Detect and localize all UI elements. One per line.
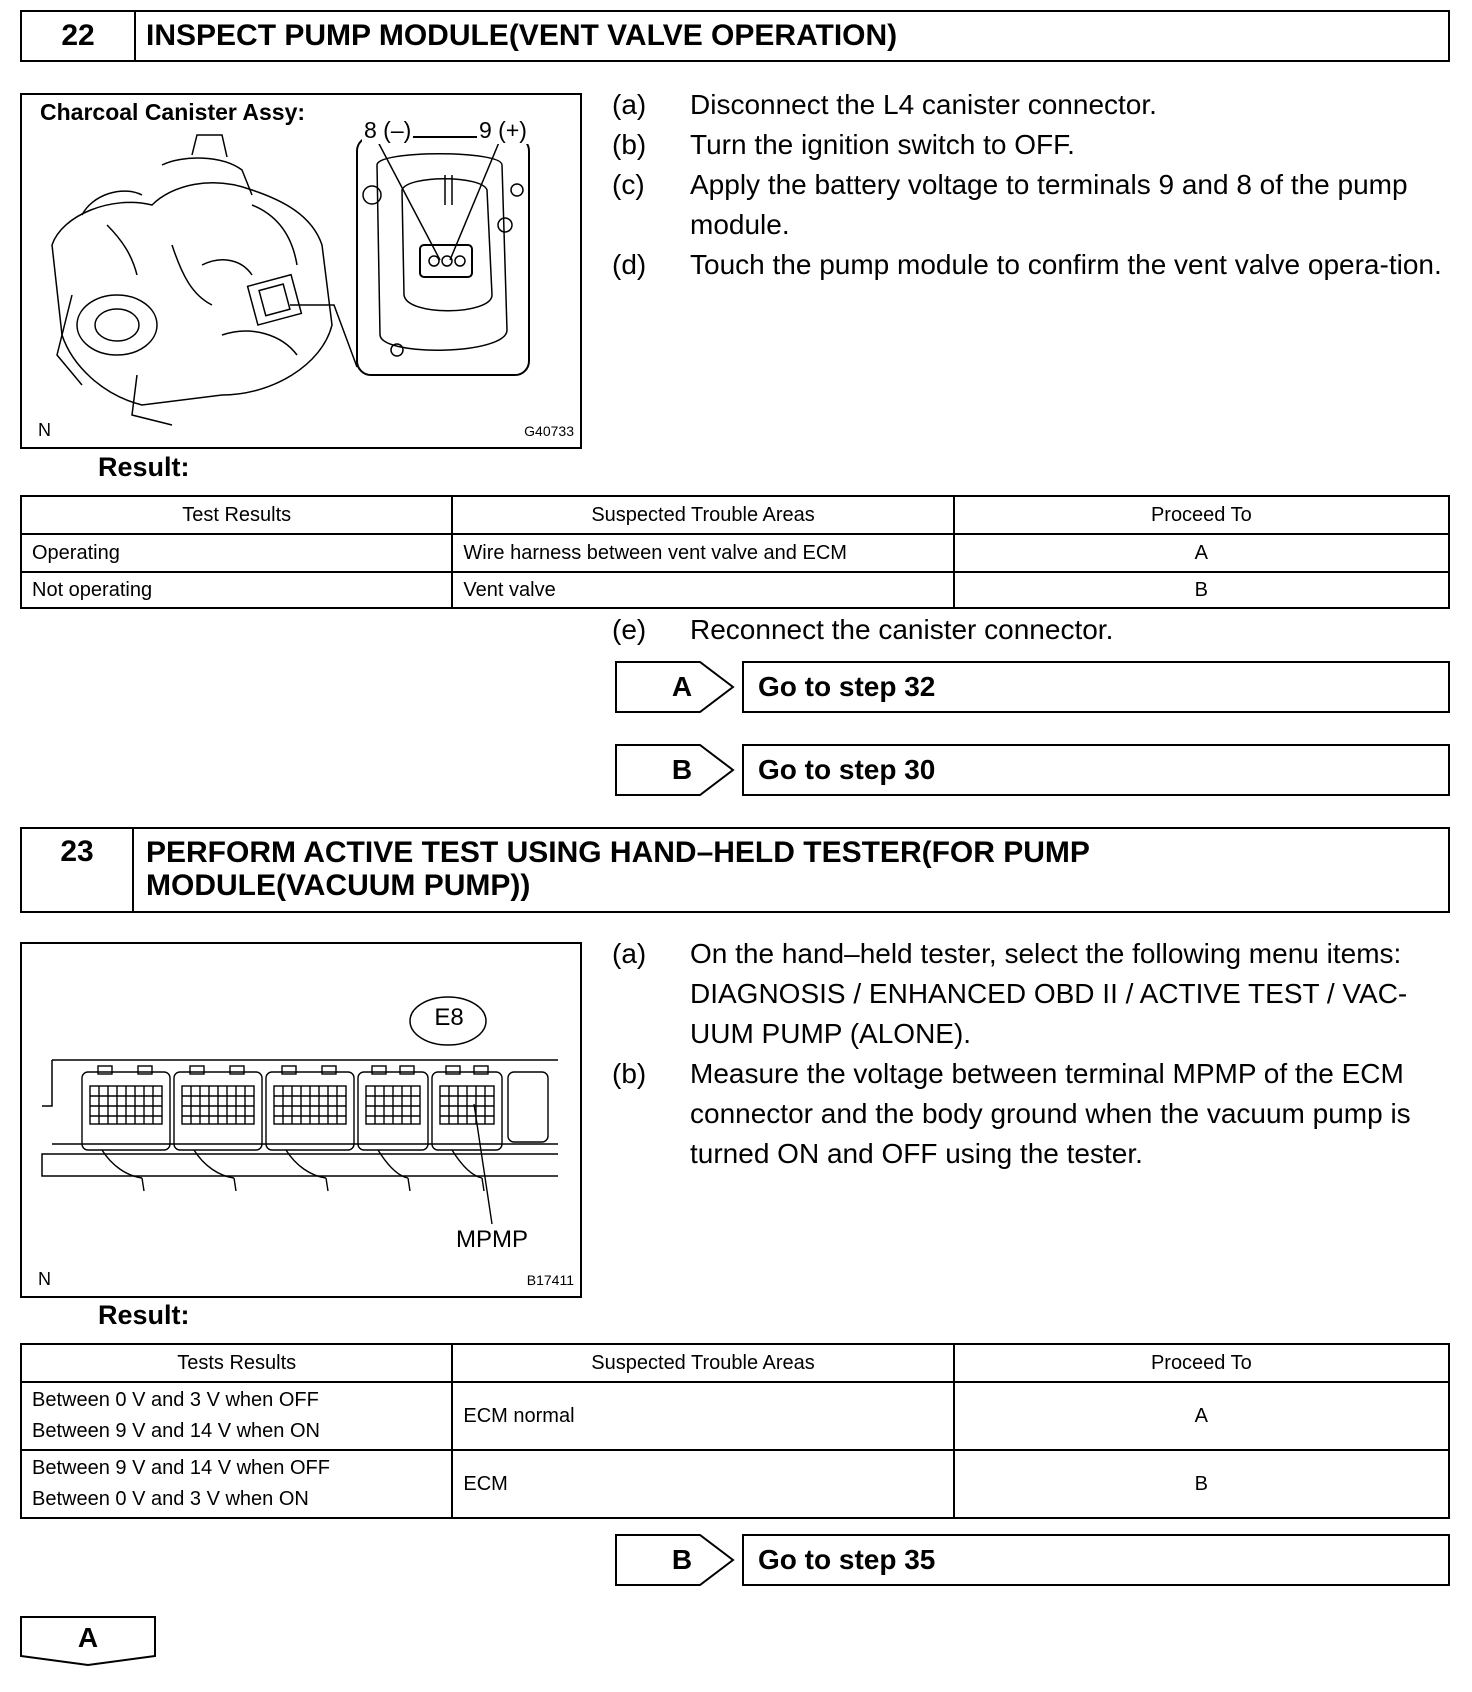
instruction-item — [612, 610, 1457, 650]
table-header-cell: Test Results — [21, 496, 452, 534]
table-header-cell: Proceed To — [954, 496, 1449, 534]
ecm-connector-label: E8 — [434, 1004, 464, 1031]
goto-row-b[interactable] — [615, 1534, 1450, 1586]
table-header-row — [21, 1344, 1449, 1382]
instruction-marker: (a) — [612, 938, 647, 969]
canister-figure — [20, 93, 582, 449]
instruction-marker: (a) — [612, 89, 647, 120]
table-row — [21, 534, 1449, 572]
table-cell: ECM — [452, 1450, 953, 1518]
goto-row-a[interactable] — [615, 661, 1450, 713]
table-cell: A — [954, 534, 1449, 572]
instruction-text: Apply the battery voltage to terminals 9 and 8 of the pump module. — [690, 169, 1408, 240]
table-header-row — [21, 496, 1449, 534]
instruction-item — [612, 934, 1457, 1054]
result-line: Between 0 V and 3 V when ON — [32, 1488, 309, 1510]
table-cell: B — [954, 1450, 1449, 1518]
continue-letter: A — [77, 1622, 99, 1653]
figure-code: B17411 — [526, 1272, 574, 1288]
step-23-result-label: Result: — [98, 1300, 190, 1330]
step-22-header — [20, 10, 1450, 62]
table-header-cell: Proceed To — [954, 1344, 1449, 1382]
table-cell: B — [954, 572, 1449, 608]
instruction-marker: (b) — [612, 1058, 647, 1089]
table-cell: Operating — [21, 534, 452, 572]
mpmp-terminal-label: MPMP — [456, 1226, 528, 1253]
terminal-9-label: 9 (+) — [479, 117, 527, 143]
step-23-number: 23 — [22, 829, 134, 911]
table-cell: ECM normal — [452, 1382, 953, 1450]
canister-illustration — [22, 95, 580, 447]
instruction-item — [612, 125, 1457, 165]
table-row — [21, 572, 1449, 608]
table-header-cell: Tests Results — [21, 1344, 452, 1382]
continue-marker[interactable] — [20, 1616, 156, 1666]
step-23-title: PERFORM ACTIVE TEST USING HAND–HELD TESTER(FOR PUMP MODULE(VACUUM PUMP)) — [146, 836, 1090, 902]
figure-corner-mark: N — [38, 1269, 51, 1289]
table-row — [21, 1382, 1449, 1450]
table-row — [21, 1450, 1449, 1518]
instruction-text: On the hand–held tester, select the following menu items: DIAGNOSIS / ENHANCED OBD II / ACTIVE TEST / VAC-UUM PUMP (ALONE). — [690, 938, 1408, 1049]
instruction-item — [612, 165, 1457, 245]
result-line: Between 9 V and 14 V when OFF — [32, 1457, 330, 1479]
step-22-title: INSPECT PUMP MODULE(VENT VALVE OPERATION) — [146, 19, 898, 52]
instruction-text: Touch the pump module to confirm the vent valve opera-tion. — [690, 249, 1442, 280]
instruction-text: Turn the ignition switch to OFF. — [690, 129, 1075, 160]
goto-letter: B — [671, 754, 693, 785]
canister-figure-label: Charcoal Canister Assy: — [40, 99, 306, 125]
goto-target[interactable]: Go to step 35 — [742, 1534, 1450, 1586]
result-line: Between 0 V and 3 V when OFF — [32, 1389, 319, 1411]
instruction-item — [612, 245, 1457, 285]
table-header-cell: Suspected Trouble Areas — [452, 1344, 953, 1382]
step-23-instructions — [612, 934, 1457, 1174]
instruction-marker: (c) — [612, 169, 645, 200]
figure-code: G40733 — [524, 423, 574, 439]
table-header-cell: Suspected Trouble Areas — [452, 496, 953, 534]
table-cell — [21, 1382, 452, 1450]
goto-target[interactable]: Go to step 30 — [742, 744, 1450, 796]
table-cell: Vent valve — [452, 572, 953, 608]
step-22-after-instruction — [612, 610, 1457, 650]
goto-row-b[interactable] — [615, 744, 1450, 796]
table-cell: Not operating — [21, 572, 452, 608]
goto-letter: A — [671, 671, 693, 702]
goto-target[interactable]: Go to step 32 — [742, 661, 1450, 713]
table-cell: Wire harness between vent valve and ECM — [452, 534, 953, 572]
instruction-text: Disconnect the L4 canister connector. — [690, 89, 1157, 120]
step-22-result-label: Result: — [98, 452, 190, 482]
step-22-instructions — [612, 85, 1457, 285]
instruction-marker: (b) — [612, 129, 647, 160]
result-line: Between 9 V and 14 V when ON — [32, 1420, 320, 1442]
instruction-marker: (e) — [612, 614, 647, 645]
terminal-8-label: 8 (–) — [364, 117, 412, 143]
step-23-header — [20, 827, 1450, 913]
step-22-result-table — [20, 495, 1450, 609]
ecm-connector-figure — [20, 942, 582, 1298]
figure-corner-mark: N — [38, 420, 51, 440]
instruction-marker: (d) — [612, 249, 647, 280]
instruction-text: Measure the voltage between terminal MPMP of the ECM connector and the body ground when the vacuum pump is turned ON and OFF using the tester. — [690, 1058, 1411, 1169]
instruction-text: Reconnect the canister connector. — [690, 614, 1114, 645]
step-22-number: 22 — [22, 12, 136, 60]
step-23-result-table — [20, 1343, 1450, 1519]
goto-letter: B — [671, 1544, 693, 1575]
table-cell: A — [954, 1382, 1449, 1450]
table-cell — [21, 1450, 452, 1518]
instruction-item — [612, 1054, 1457, 1174]
instruction-item — [612, 85, 1457, 125]
